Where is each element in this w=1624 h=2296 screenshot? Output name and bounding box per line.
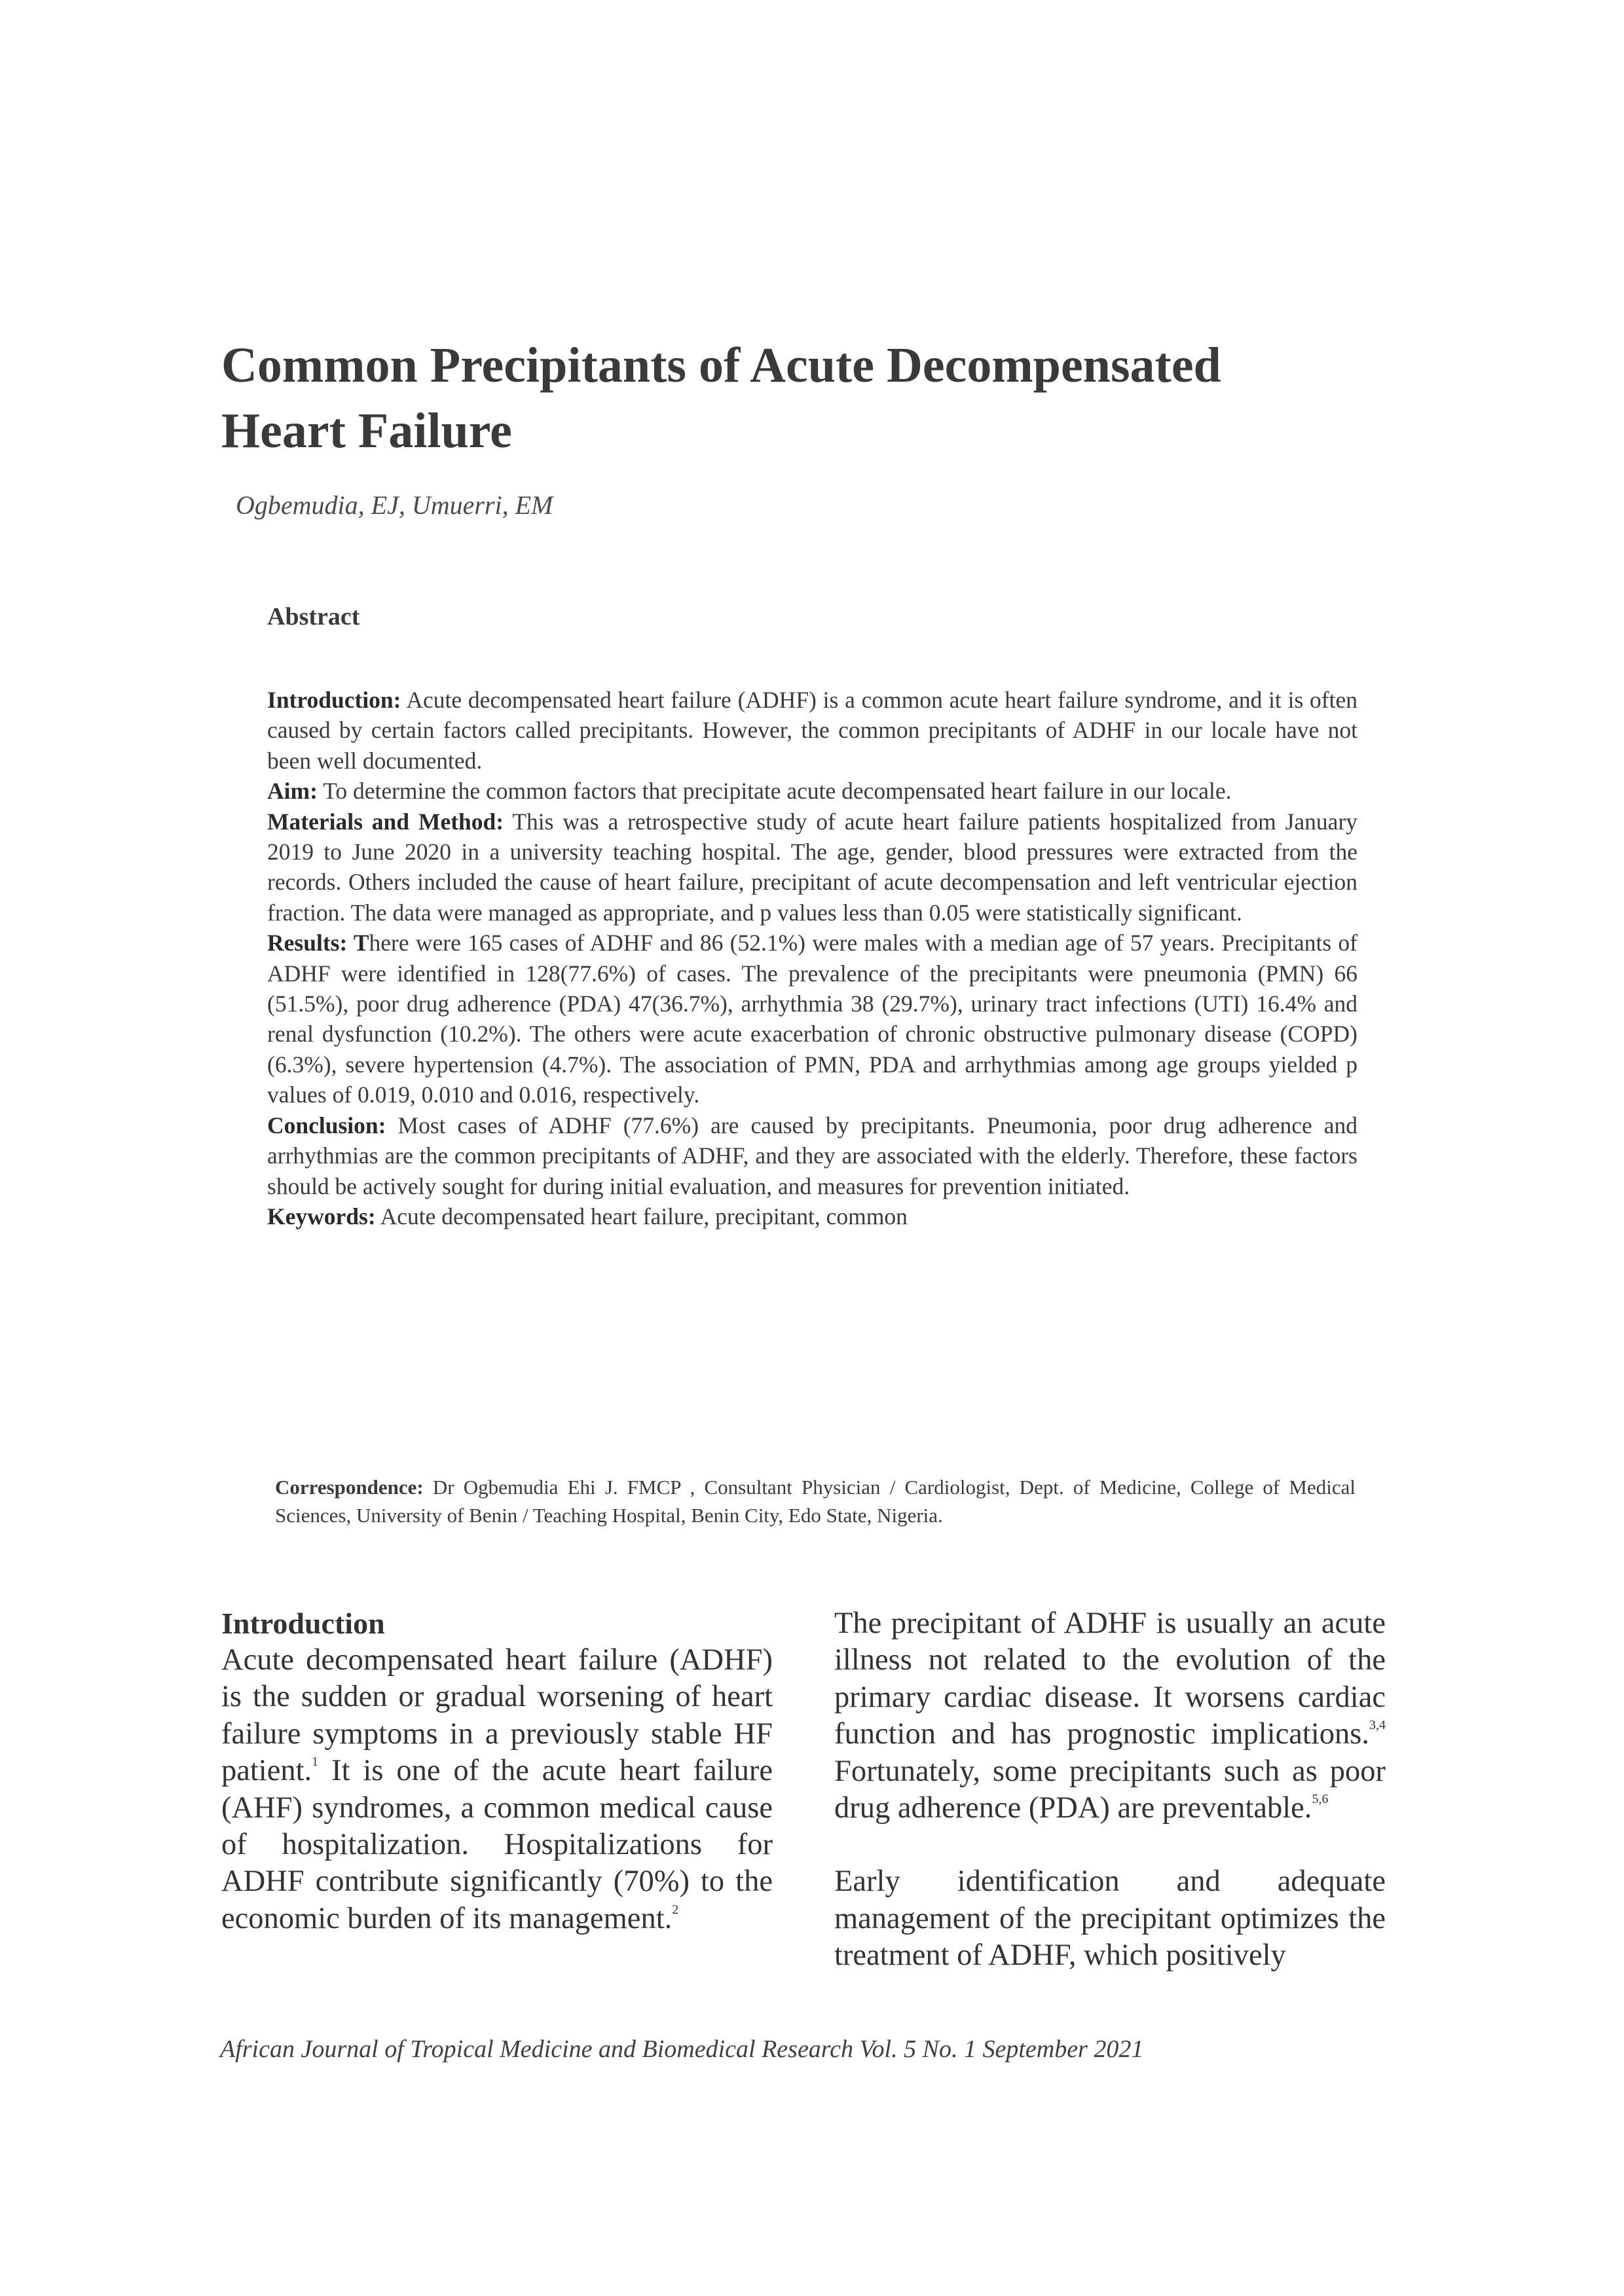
journal-footer: African Journal of Tropical Medicine and Biomedical Research Vol. 5 No. 1 September 2021 <box>220 2035 1144 2063</box>
introduction-heading: Introduction <box>221 1607 385 1640</box>
abstract-body <box>267 685 1357 1231</box>
abstract-keywords <box>267 1201 1357 1231</box>
citation-ref: 3,4 <box>1369 1718 1386 1733</box>
results-label: Results: T <box>267 930 369 957</box>
intro-text-1: Acute decompensated heart failure (ADHF) is the sudden or gradual worsening of heart failure symptoms in a previously stable HF patient. <box>221 1643 773 1788</box>
abstract-introduction <box>267 685 1357 776</box>
methods-label: Materials and Method: <box>267 808 504 835</box>
precipitant-paragraph <box>834 1605 1386 1827</box>
conclusion-label: Conclusion: <box>267 1112 386 1139</box>
introduction-label: Introduction: <box>267 687 401 713</box>
paper-title <box>221 333 1387 464</box>
results-text: here were 165 cases of ADHF and 86 (52.1%) were males with a median age of 57 years. Precipitants of ADHF were identified in 128(77.6%) of cases. The prevalence of the precipitants were pneumonia (PMN) 66 (51.5%), poor drug adherence (PDA) 47(36.7%), arrhythmia 38 (29.7%), urinary tract infections (UTI) 16.4% and renal dysfunction (10.2%). The others were acute exacerbation of chronic obstructive pulmonary disease (COPD) (6.3%), severe hypertension (4.7%). The association of PMN, PDA and arrhythmias among age groups yielded p values of 0.019, 0.010 and 0.016, respectively. <box>267 930 1357 1108</box>
introduction-text: Acute decompensated heart failure (ADHF) is a common acute heart failure syndrome, and it is often caused by certain factors called precipitants. However, the common precipitants of ADHF in our locale have not been well documented. <box>267 687 1357 774</box>
precipitant-text-1: The precipitant of ADHF is usually an acute illness not related to the evolution of the primary cardiac disease. It worsens cardiac function and has prognostic implications. <box>834 1607 1386 1751</box>
correspondence-label: Correspondence: <box>275 1476 424 1499</box>
abstract-aim <box>267 776 1357 806</box>
aim-label: Aim: <box>267 778 318 805</box>
precipitant-text-2: Fortunately, some precipitants such as poor drug adherence (PDA) are preventable. <box>834 1754 1386 1825</box>
title-line-1: Common Precipitants of Acute Decompensated <box>221 338 1221 393</box>
aim-text: To determine the common factors that precipitate acute decompensated heart failure in our locale. <box>323 778 1232 805</box>
methods-text: This was a retrospective study of acute heart failure patients hospitalized from January 2019 to June 2020 in a university teaching hospital. The age, gender, blood pressures were extracted from the records. Others included the cause of heart failure, precipitant of acute decompensation and left ventricular ejection fraction. The data were managed as appropriate, and p values less than 0.05 were statistically significant. <box>267 808 1358 926</box>
intro-text-2: It is one of the acute heart failure (AHF) syndromes, a common medical cause of hospitalization. Hospitalizations for ADHF contribute significantly (70%) to the economic burden of its management. <box>221 1754 773 1935</box>
abstract-section <box>267 597 1357 1231</box>
right-column <box>834 1605 1386 1975</box>
title-line-2: Heart Failure <box>221 403 512 458</box>
abstract-conclusion <box>267 1110 1357 1201</box>
abstract-methods <box>267 807 1357 928</box>
left-column <box>221 1605 773 1937</box>
abstract-results <box>267 928 1357 1110</box>
author-list: Ogbemudia, EJ, Umuerri, EM <box>236 490 553 520</box>
introduction-paragraph <box>221 1642 773 1937</box>
keywords-label: Keywords: <box>267 1203 376 1230</box>
keywords-text: Acute decompensated heart failure, precipitant, common <box>380 1203 908 1230</box>
correspondence-note <box>275 1473 1356 1529</box>
citation-ref: 5,6 <box>1312 1792 1329 1807</box>
correspondence-text: Dr Ogbemudia Ehi J. FMCP , Consultant Physician / Cardiologist, Dept. of Medicine, College of Medical Sciences, University of Benin / Teaching Hospital, Benin City, Edo State, Nigeria. <box>275 1476 1356 1527</box>
abstract-heading: Abstract <box>267 603 360 630</box>
conclusion-text: Most cases of ADHF (77.6%) are caused by precipitants. Pneumonia, poor drug adherence and arrhythmias are the common precipitants of ADHF, and they are associated with the elderly. Therefore, these factors should be actively sought for during initial evaluation, and measures for prevention initiated. <box>267 1112 1357 1199</box>
citation-ref: 1 <box>312 1755 319 1770</box>
citation-ref: 2 <box>672 1902 679 1917</box>
identification-paragraph: Early identification and adequate management of the precipitant optimizes the treatment of ADHF, which positively <box>834 1865 1386 1973</box>
